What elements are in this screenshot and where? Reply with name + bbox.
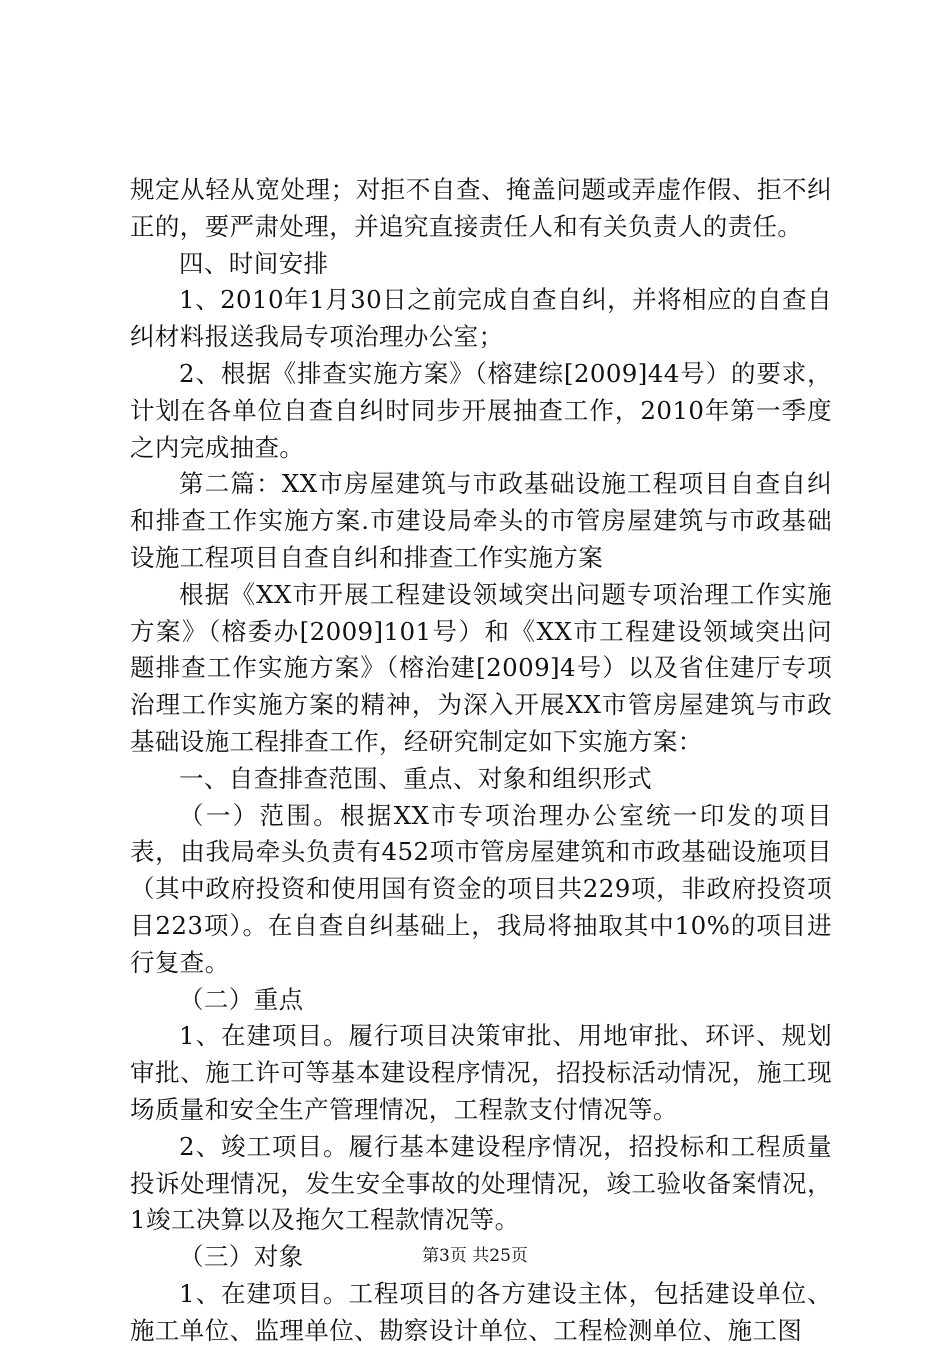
section-heading-scope: 一、自查排查范围、重点、对象和组织形式 bbox=[179, 763, 653, 793]
paragraph: 2、根据《排查实施方案》（榕建综[2009]44号）的要求，计划在各单位自查自纠时同步开展抽查工作，2010年第一季度之内完成抽查。 bbox=[130, 358, 832, 462]
chapter-title: 第二篇：XX市房屋建筑与市政基础设施工程项目自查自纠和排查工作实施方案.市建设局牵头的市管房屋建筑与市政基础设施工程项目自查自纠和排查工作实施方案 bbox=[130, 469, 832, 572]
subsection-heading-focus: （二）重点 bbox=[179, 984, 304, 1014]
paragraph: 1、在建项目。工程项目的各方建设主体，包括建设单位、施工单位、监理单位、勘察设计单位、工程检测单位、施工图 bbox=[130, 1278, 832, 1345]
paragraph: （一）范围。根据XX市专项治理办公室统一印发的项目表，由我局牵头负责有452项市管房屋建筑和市政基础设施项目（其中政府投资和使用国有资金的项目共229项，非政府投资项目223项）。在自查自纠基础上，我局将抽取其中10%的项目进行复查。 bbox=[130, 800, 832, 977]
paragraph: 2、竣工项目。履行基本建设程序情况，招投标和工程质量投诉处理情况，发生安全事故的处理情况，竣工验收备案情况，1竣工决算以及拖欠工程款情况等。 bbox=[130, 1131, 832, 1235]
section-heading-schedule: 四、时间安排 bbox=[179, 248, 329, 278]
page-number-footer: 第3页 共25页 bbox=[422, 1246, 528, 1266]
subsection-heading-objects: （三）对象 bbox=[179, 1242, 304, 1272]
document-body bbox=[130, 172, 832, 1350]
paragraph: 根据《XX市开展工程建设领域突出问题专项治理工作实施方案》（榕委办[2009]101号）和《XX市工程建设领域突出问题排查工作实施方案》（榕治建[2009]4号）以及省住建厅专项治理工作实施方案的精神，为深入开展XX市管房屋建筑与市政基础设施工程排查工作，经研究制定如下实施方案： bbox=[130, 579, 832, 756]
paragraph-continued: 规定从轻从宽处理；对拒不自查、掩盖问题或弄虚作假、拒不纠正的，要严肃处理，并追究直接责任人和有关负责人的责任。 bbox=[130, 175, 832, 241]
paragraph: 1、在建项目。履行项目决策审批、用地审批、环评、规划审批、施工许可等基本建设程序情况，招投标活动情况，施工现场质量和安全生产管理情况，工程款支付情况等。 bbox=[130, 1021, 832, 1124]
paragraph: 1、2010年1月30日之前完成自查自纠，并将相应的自查自纠材料报送我局专项治理办公室； bbox=[130, 285, 832, 352]
